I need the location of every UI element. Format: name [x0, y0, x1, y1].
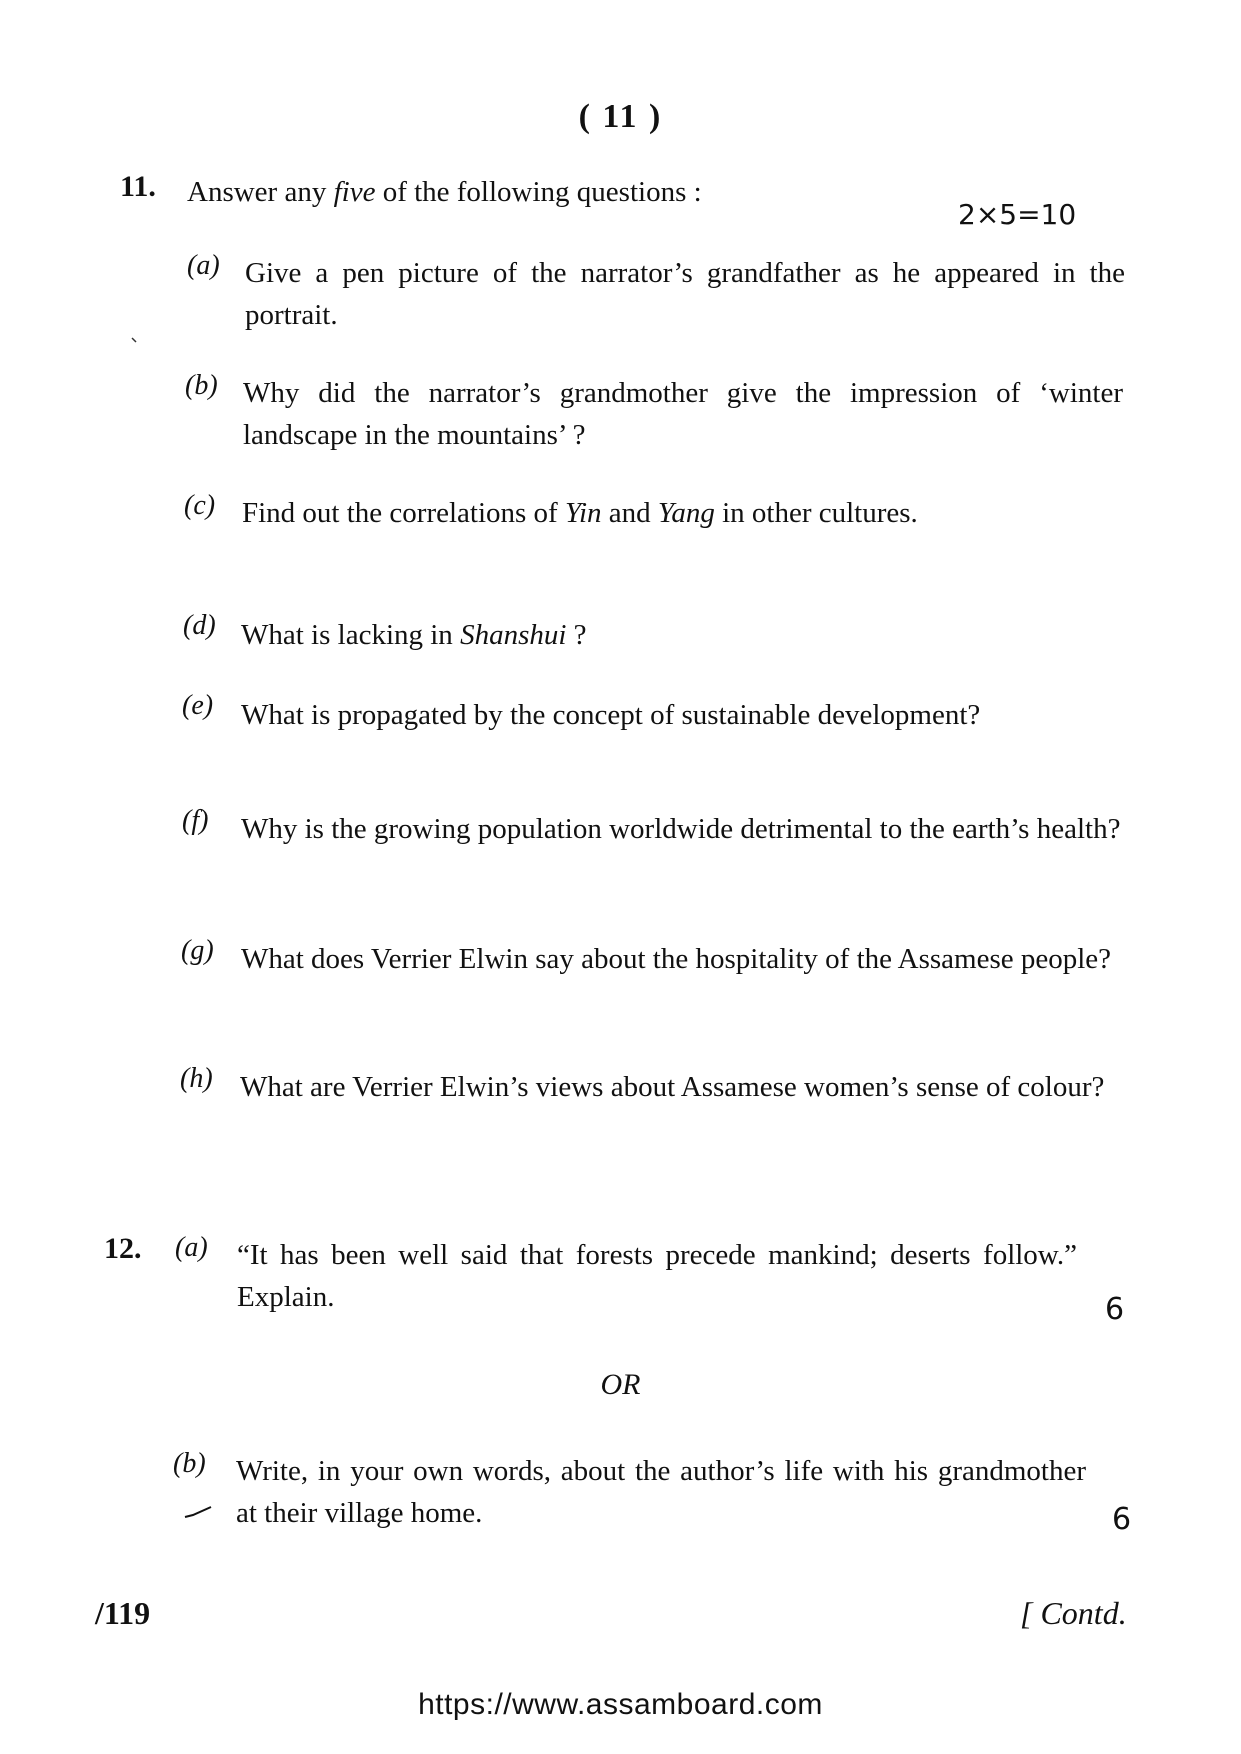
tick-mark-icon	[183, 1503, 213, 1530]
question-12-number: 12.	[104, 1232, 142, 1265]
sub-question-label: (e)	[182, 690, 214, 721]
sub-question-label: (a)	[175, 1232, 208, 1263]
instruction-text-pre: Answer any	[187, 176, 334, 208]
sub-question-text: What are Verrier Elwin’s views about Assamese women’s sense of colour?	[240, 1071, 1105, 1103]
sub-question-label: (f)	[182, 805, 209, 836]
sub-question-label: (b)	[185, 370, 218, 401]
text-pre: Find out the correlations of	[242, 497, 565, 529]
question-11-instruction	[187, 172, 702, 212]
text-mid: and	[601, 497, 658, 529]
sub-question-text	[242, 492, 1122, 534]
sub-question-text: What does Verrier Elwin say about the hospitality of the Assamese people?	[241, 943, 1112, 975]
text-post: in other cultures.	[714, 497, 918, 529]
sub-question-text: Why did the narrator’s grandmother give the impression of ‘winter landscape in the mountains’ ?	[243, 377, 1123, 451]
sub-question-label: (h)	[180, 1063, 213, 1094]
instruction-text-emphasis: five	[333, 176, 376, 208]
sub-question-label: (c)	[184, 490, 216, 521]
sub-question-text: Why is the growing population worldwide detrimental to the earth’s health?	[241, 813, 1121, 845]
margin-mark-icon	[130, 335, 140, 351]
marks-value: 6	[1105, 1292, 1125, 1327]
text-pre: What is lacking in	[241, 619, 461, 651]
sub-question-label: (g)	[181, 935, 214, 966]
sub-question-text: Write, in your own words, about the author’s life with his grandmother at their village home.	[236, 1455, 1086, 1529]
sub-question-label: (b)	[173, 1448, 206, 1479]
sub-question-text: “It has been well said that forests precede mankind; deserts follow.” Explain.	[237, 1239, 1077, 1313]
page-number: ( 11 )	[578, 98, 663, 135]
sub-question-text	[241, 614, 1121, 656]
text-emphasis: Shanshui	[460, 619, 567, 651]
sub-question-label: (d)	[183, 610, 216, 641]
website-url: https://www.assamboard.com	[418, 1688, 823, 1721]
instruction-text-post: of the following questions :	[375, 176, 702, 208]
sub-question-text: Give a pen picture of the narrator’s grandfather as he appeared in the portrait.	[245, 257, 1125, 331]
paper-code: /119	[95, 1595, 151, 1631]
question-11-marks: 2×5=10	[958, 198, 1077, 231]
continued-text: [ Contd.	[1020, 1595, 1127, 1631]
continued-note	[1020, 1595, 1127, 1632]
text-emphasis-yin: Yin	[564, 497, 602, 529]
text-post: ?	[566, 619, 587, 651]
question-11-number: 11.	[120, 170, 156, 203]
or-separator: OR	[600, 1368, 641, 1401]
text-emphasis-yang: Yang	[657, 497, 715, 529]
marks-value: 6	[1112, 1502, 1132, 1537]
sub-question-text: What is propagated by the concept of sustainable development?	[241, 699, 981, 731]
sub-question-label: (a)	[187, 250, 220, 281]
